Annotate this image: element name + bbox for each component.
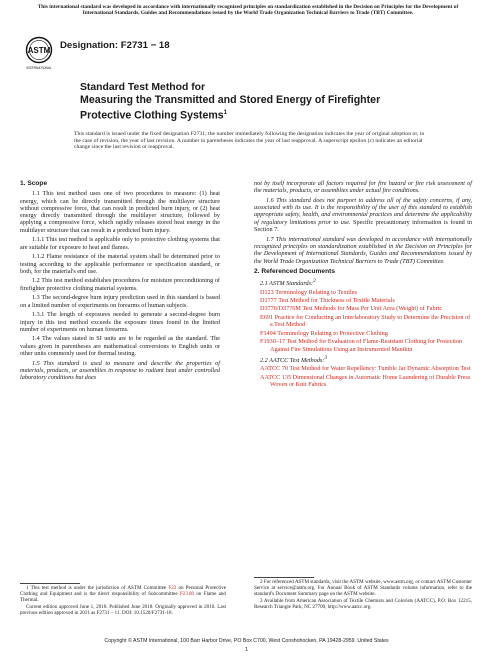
footnotes-left xyxy=(20,586,226,618)
astm-reference-item xyxy=(260,314,472,329)
referenced-documents-heading: 2. Referenced Documents xyxy=(254,267,335,275)
fn1-text-a: 1 This test method is under the jurisdiction of ASTM Committee xyxy=(26,585,169,591)
title-main-text: Measuring the Transmitted and Stored Energy of Firefighter Protective Clothing Systems xyxy=(80,94,381,122)
footnote-rule-left xyxy=(20,583,80,584)
aatcc-reference-list xyxy=(254,365,472,388)
title-footnote-mark: 1 xyxy=(223,109,227,116)
astm-logo-icon xyxy=(24,36,54,74)
title-prefix: Standard Test Method for xyxy=(80,82,206,93)
footnote-2: 2 For referenced ASTM standards, visit the ASTM website, www.astm.org, or contact ASTM Customer Service at service@astm.org. For Annual Book of ASTM Standards volume information, refer to the standard's Document Summary page on the ASTM website. xyxy=(254,579,472,597)
reference-title: Practice for Conducting an Interlaboratory Study to Determine the Precision of a Test Method xyxy=(270,313,471,329)
para-1-5: 1.5 This standard is used to measure and describe the properties of materials, products, or assemblies in response to radiant heat under controlled laboratory conditions but does xyxy=(20,359,220,382)
svg-text:INTERNATIONAL: INTERNATIONAL xyxy=(26,66,52,70)
reference-title: Test Method for Thickness of Textile Materials xyxy=(278,297,395,304)
scope-heading: 1. Scope xyxy=(20,180,48,187)
para-1-4: 1.4 The values stated in SI units are to be regarded as the standard. The values given in parentheses are mathematical conversions to English units or other units commonly used for thermal testing. xyxy=(20,335,220,358)
fn1-text-b: on Personal Protective Clothing and Equipment and is the direct responsibility of Subcommittee xyxy=(20,585,227,597)
reference-code-link[interactable]: F1930–17 xyxy=(260,338,286,346)
reference-code-link[interactable]: D123 xyxy=(260,288,274,296)
committee-link[interactable]: F23 xyxy=(168,585,177,591)
astm-reference-item xyxy=(260,297,472,304)
footnote-rule-right xyxy=(254,577,314,578)
reference-code-link[interactable]: D3776/D3776M xyxy=(260,305,301,313)
footnotes-right xyxy=(254,580,472,612)
reference-title: Terminology Relating to Textiles xyxy=(275,288,357,296)
fn1-text-c: on Flame and Thermal. xyxy=(20,590,226,603)
standing-statement: This standard is issued under the fixed designation F2731; the number immediately following the designation indicates the year of original adoption or, in the case of revision, the year of last revision. A number in parentheses indicates the year of last reapproval. A superscript epsilon (ε) indicates an editorial change since the last revision or reapproval. xyxy=(74,131,425,151)
para-1-2: 1.2 This test method establishes procedures for moisture preconditioning of firefighter protective clothing material systems. xyxy=(20,277,220,292)
title-main xyxy=(80,94,420,121)
designation: Designation: F2731 − 18 xyxy=(60,40,170,51)
subcommittee-link[interactable]: F23.80 xyxy=(179,590,195,597)
reference-title: Terminology Relating to Protective Clothing xyxy=(277,329,388,337)
footnote-1 xyxy=(20,586,226,604)
para-1-3: 1.3 The second-degree burn injury prediction used in this standard is based on a limited number of experiments on forearms of human subjects. xyxy=(20,294,220,309)
astm-reference-item xyxy=(260,289,472,296)
astm-standards-subheading xyxy=(260,278,472,287)
reference-code-link[interactable]: F1494 xyxy=(260,329,276,337)
document-title xyxy=(80,82,420,122)
astm-sub-text: 2.1 ASTM Standards: xyxy=(260,280,314,288)
aatcc-methods-subheading xyxy=(260,355,472,364)
para-1-1-2: 1.1.2 Flame resistance of the material system shall be determined prior to testing according to the applicable performance or specification standard, or both, for the material's end use. xyxy=(20,253,220,275)
svg-text:ASTM: ASTM xyxy=(27,46,51,56)
para-1-3-1: 1.3.1 The length of exposures needed to generate a second-degree burn injury in this test method exceeds the exposure times found in the limited number of experiments on human forearms. xyxy=(20,311,220,333)
astm-reference-list xyxy=(254,289,472,353)
aatcc-sub-text: 2.2 AATCC Test Methods: xyxy=(260,356,325,364)
para-1-7: 1.7 This international standard was developed in accordance with internationally recognized principles on standardization established in the Decision on Principles for the Development of International Standards, Guides and Recommendations issued by the World Trade Organization Technical Barriers to Trade (TBT) Committee. xyxy=(254,235,472,265)
left-column xyxy=(20,180,220,384)
tbt-notice: This international standard was developed in accordance with internationally recognized principles on standardization established in the Decision on Principles for the Development of International Standards, Guides and Recommendations issued by the World Trade Organization Technical Barriers to Trade (TBT) Committee. xyxy=(37,4,459,17)
para-1-6-text: 1.6 This standard does not purport to address all of the safety concerns, if any, associated with its use. It is the responsibility of the user of this standard to establish appropriate safety, health, and environmental practices and determine the applicability of regulatory limitations prior to use. xyxy=(254,196,472,226)
aatcc-sub-sup: 3 xyxy=(324,354,327,361)
para-1-1-1: 1.1.1 This test method is applicable only to protective clothing systems that are suitable for exposure to heat and flames. xyxy=(20,236,220,251)
footnote-edition: Current edition approved June 1, 2018. Published June 2018. Originally approved in 2010. Last previous edition approved in 2011 as F2731 – 11. DOI: 10.1520/F2731-18. xyxy=(20,603,226,616)
aatcc-reference-item xyxy=(260,374,472,389)
reference-code-link[interactable]: D1777 xyxy=(260,297,277,304)
astm-sub-sup: 2 xyxy=(313,278,316,285)
para-1-6 xyxy=(254,197,472,233)
reference-title: Test Method for Water Repellency: Tumble Jar Dynamic Absorption Test xyxy=(289,365,471,373)
astm-reference-item xyxy=(260,330,472,337)
reference-code-link[interactable]: AATCC 70 xyxy=(260,365,289,373)
para-1-5-cont: not by itself incorporate all factors required for fire hazard or fire risk assessment of the materials, products, or assemblies under actual fire conditions. xyxy=(254,180,472,195)
reference-code-link[interactable]: E691 xyxy=(260,313,274,321)
reference-title: Test Methods for Mass Per Unit Area (Weight) of Fabric xyxy=(302,305,443,313)
footnote-3: 3 Available from American Association of Textile Chemists and Colorists (AATCC), P.O. Box 12215, Research Triangle Park, NC 27709, http://www.aatcc.org. xyxy=(254,597,472,610)
astm-reference-item xyxy=(260,338,472,353)
page-number: 1 xyxy=(244,647,249,653)
aatcc-reference-item xyxy=(260,365,472,372)
copyright-line: Copyright © ASTM International, 100 Barr Harbor Drive, PO Box C700, West Conshohocken, PA 19428-2959. United States xyxy=(104,638,389,644)
para-1-1: 1.1 This test method uses one of two procedures to measure: (1) heat energy, which can be directly transmitted through the multilayer structure without compressive force, that can result in predicted burn injury, or (2) heat energy directly transmitted through the multilayer structure, followed by applying a compressive force, which rapidly releases stored heat energy in the multilayer structure that can result in a predicted burn injury. xyxy=(20,190,220,234)
reference-title: Test Method for Evaluation of Flame-Resistant Clothing for Protection Against Fire Simulations Using an Instrumented Manikin xyxy=(270,338,463,353)
astm-reference-item xyxy=(260,305,472,312)
reference-code-link[interactable]: AATCC 135 xyxy=(260,373,292,381)
para-1-6-tail: Specific precautionary information is found in Section 7. xyxy=(254,218,472,234)
right-column xyxy=(254,180,472,389)
reference-title: Dimensional Changes in Automatic Home Laundering of Durable Press Woven or Knit Fabrics xyxy=(270,373,471,388)
